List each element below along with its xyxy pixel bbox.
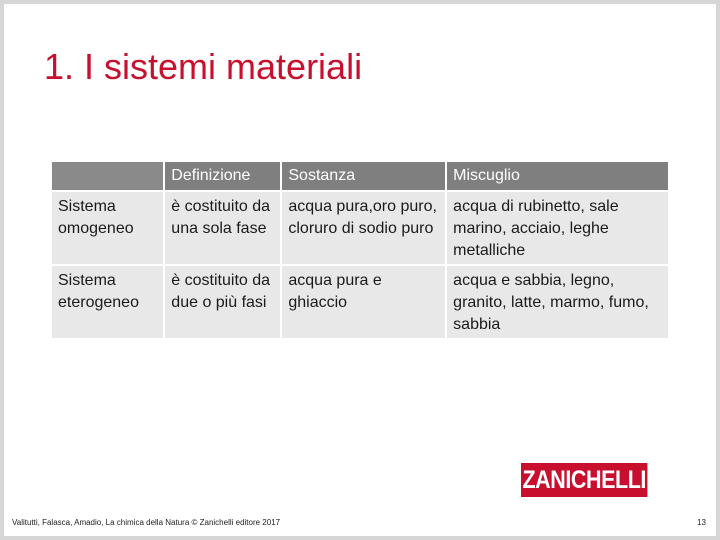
header-empty-cell [52, 162, 163, 190]
table-header-row [52, 162, 668, 190]
mixture-cell: acqua di rubinetto, sale marino, acciaio, leghe metalliche [447, 192, 668, 264]
definition-cell: è costituito da due o più fasi [165, 266, 280, 338]
row-label: Sistema omogeneo [52, 192, 163, 264]
footer-credit: Valitutti, Falasca, Amadio, La chimica della Natura © Zanichelli editore 2017 [12, 518, 281, 527]
substance-cell: acqua pura,oro puro, cloruro di sodio puro [282, 192, 445, 264]
substance-cell: acqua pura e ghiaccio [282, 266, 445, 338]
header-miscuglio: Miscuglio [447, 162, 668, 190]
slide-title: 1. I sistemi materiali [44, 46, 363, 87]
materials-table [50, 160, 670, 340]
table-row [52, 192, 668, 264]
header-sostanza: Sostanza [282, 162, 445, 190]
definition-cell: è costituito da una sola fase [165, 192, 280, 264]
page-number: 13 [697, 518, 706, 527]
table-row [52, 266, 668, 338]
zanichelli-logo: ZANICHELLI [521, 463, 647, 497]
header-definizione: Definizione [165, 162, 280, 190]
row-label: Sistema eterogeneo [52, 266, 163, 338]
mixture-cell: acqua e sabbia, legno, granito, latte, marmo, fumo, sabbia [447, 266, 668, 338]
